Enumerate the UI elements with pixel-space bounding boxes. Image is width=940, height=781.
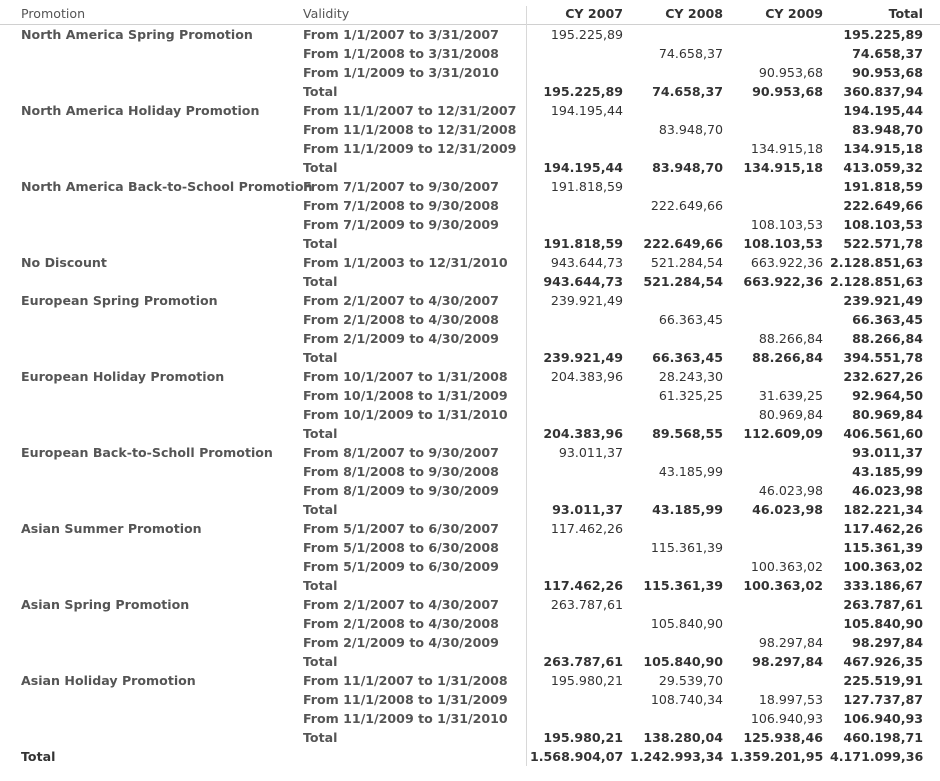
- cy2008-cell: [630, 177, 723, 196]
- validity-cell: Total: [303, 350, 338, 365]
- cy2007-cell: [530, 215, 623, 234]
- promotion-cell: [21, 310, 291, 329]
- table-row[interactable]: [0, 196, 940, 215]
- validity-cell: From 5/1/2008 to 6/30/2008: [303, 540, 499, 555]
- total-cell: 333.186,67: [843, 578, 923, 593]
- validity-cell: From 11/1/2008 to 1/31/2009: [303, 692, 508, 707]
- validity-cell: From 11/1/2009 to 12/31/2009: [303, 141, 517, 156]
- promotion-cell: [21, 329, 291, 348]
- promotion-cell: [21, 462, 291, 481]
- total-cell: 182.221,34: [843, 502, 923, 517]
- total-cell: 127.737,87: [843, 692, 923, 707]
- cy2007-cell: [530, 196, 623, 215]
- cy2009-cell: 88.266,84: [752, 350, 823, 365]
- header-row: [0, 0, 940, 25]
- table-body: [0, 25, 940, 766]
- cy2007-cell: [530, 386, 623, 405]
- validity-cell: From 10/1/2007 to 1/31/2008: [303, 369, 508, 384]
- total-cell: 83.948,70: [852, 122, 923, 137]
- promotion-cell: [21, 234, 291, 253]
- table-row[interactable]: [0, 614, 940, 633]
- cy2007-cell: [530, 481, 623, 500]
- total-cell: 194.195,44: [843, 103, 923, 118]
- cy2007-cell: [530, 310, 623, 329]
- cy2008-cell: [630, 519, 723, 538]
- cy2009-cell: 106.940,93: [750, 711, 823, 726]
- total-cell: 460.198,71: [843, 730, 923, 745]
- cy2007-cell: [530, 405, 623, 424]
- cy2007-cell: [530, 120, 623, 139]
- cy2008-cell: 61.325,25: [658, 388, 723, 403]
- promotion-cell: [21, 424, 291, 443]
- promotion-cell: Asian Holiday Promotion: [21, 673, 196, 688]
- promotion-cell: European Spring Promotion: [21, 293, 218, 308]
- validity-cell: From 7/1/2008 to 9/30/2008: [303, 198, 499, 213]
- cy2007-cell: [530, 709, 623, 728]
- validity-cell: From 8/1/2009 to 9/30/2009: [303, 483, 499, 498]
- validity-cell: From 1/1/2003 to 12/31/2010: [303, 255, 508, 270]
- promotion-cell: European Holiday Promotion: [21, 369, 225, 384]
- validity-cell: From 1/1/2009 to 3/31/2010: [303, 65, 499, 80]
- cy2007-cell: [530, 614, 623, 633]
- cy2007-cell: [530, 557, 623, 576]
- total-cell: 92.964,50: [852, 388, 923, 403]
- table-row[interactable]: [0, 481, 940, 500]
- total-cell: 467.926,35: [843, 654, 923, 669]
- validity-cell: From 1/1/2007 to 3/31/2007: [303, 27, 499, 42]
- column-header-cy2007[interactable]: CY 2007: [565, 6, 623, 21]
- table-row[interactable]: [0, 120, 940, 139]
- cy2009-cell: 112.609,09: [743, 426, 823, 441]
- cy2009-cell: [730, 291, 823, 310]
- table-row[interactable]: [0, 367, 940, 386]
- promotion-cell: Asian Summer Promotion: [21, 521, 202, 536]
- promotion-cell: North America Holiday Promotion: [21, 103, 260, 118]
- promotion-cell: [21, 557, 291, 576]
- cy2007-cell: 1.568.904,07: [530, 749, 624, 764]
- promotion-cell: [21, 386, 291, 405]
- cy2009-cell: 31.639,25: [758, 388, 823, 403]
- table-row[interactable]: [0, 633, 940, 652]
- table-row[interactable]: [0, 63, 940, 82]
- validity-cell: Total: [303, 160, 338, 175]
- column-divider: [526, 6, 527, 766]
- cy2008-cell: 29.539,70: [658, 673, 723, 688]
- cy2009-cell: 663.922,36: [750, 255, 823, 270]
- cy2008-cell: [630, 557, 723, 576]
- cy2007-cell: [530, 690, 623, 709]
- cy2007-cell: 943.644,73: [550, 255, 623, 270]
- validity-cell: From 2/1/2007 to 4/30/2007: [303, 597, 499, 612]
- total-cell: 66.363,45: [852, 312, 923, 327]
- total-cell: 117.462,26: [843, 521, 923, 536]
- cy2007-cell: [530, 633, 623, 652]
- cy2008-cell: [630, 63, 723, 82]
- table-row[interactable]: [0, 405, 940, 424]
- cy2009-cell: 125.938,46: [743, 730, 823, 745]
- promotion-cell: [21, 215, 291, 234]
- total-cell: 239.921,49: [843, 293, 923, 308]
- cy2007-cell: [530, 538, 623, 557]
- cy2009-cell: 90.953,68: [758, 65, 823, 80]
- validity-cell: Total: [303, 578, 338, 593]
- promotion-cell: [21, 500, 291, 519]
- cy2009-cell: [730, 614, 823, 633]
- table-row[interactable]: [0, 215, 940, 234]
- table-row[interactable]: [0, 253, 940, 272]
- validity-cell: Total: [303, 426, 338, 441]
- total-cell: 108.103,53: [843, 217, 923, 232]
- total-cell: 522.571,78: [843, 236, 923, 251]
- total-cell: 2.128.851,63: [830, 274, 924, 289]
- subtotal-row[interactable]: [0, 348, 940, 367]
- cy2008-cell: 105.840,90: [643, 654, 723, 669]
- cy2008-cell: 83.948,70: [652, 160, 723, 175]
- total-cell: 195.225,89: [843, 27, 923, 42]
- promotion-cell: [21, 63, 291, 82]
- total-cell: 93.011,37: [852, 445, 923, 460]
- promotion-cell: [21, 405, 291, 424]
- cy2008-cell: 89.568,55: [652, 426, 723, 441]
- promotion-cell: North America Back-to-School Promotion: [21, 179, 313, 194]
- validity-cell: [303, 747, 513, 766]
- table-row[interactable]: [0, 709, 940, 728]
- cy2007-cell: 195.225,89: [550, 27, 623, 42]
- validity-cell: From 8/1/2007 to 9/30/2007: [303, 445, 499, 460]
- cy2007-cell: 195.980,21: [543, 730, 623, 745]
- subtotal-row[interactable]: [0, 747, 940, 766]
- cy2008-cell: [630, 329, 723, 348]
- cy2009-cell: [730, 462, 823, 481]
- cy2009-cell: [730, 310, 823, 329]
- table-row[interactable]: [0, 101, 940, 120]
- total-cell: 191.818,59: [843, 179, 923, 194]
- subtotal-row[interactable]: [0, 652, 940, 671]
- total-cell: 90.953,68: [852, 65, 923, 80]
- cy2009-cell: [730, 177, 823, 196]
- promotion-cell: [21, 120, 291, 139]
- cy2009-cell: 88.266,84: [758, 331, 823, 346]
- promotion-cell: [21, 576, 291, 595]
- cy2007-cell: 191.818,59: [543, 236, 623, 251]
- validity-cell: From 11/1/2009 to 1/31/2010: [303, 711, 508, 726]
- cy2009-cell: [730, 101, 823, 120]
- total-cell: 98.297,84: [852, 635, 923, 650]
- cy2009-cell: [730, 120, 823, 139]
- cy2007-cell: 93.011,37: [552, 502, 623, 517]
- cy2008-cell: 138.280,04: [643, 730, 723, 745]
- total-cell: 406.561,60: [843, 426, 923, 441]
- table-row[interactable]: [0, 291, 940, 310]
- cy2009-cell: 98.297,84: [752, 654, 823, 669]
- validity-cell: From 10/1/2009 to 1/31/2010: [303, 407, 508, 422]
- cy2009-cell: 80.969,84: [758, 407, 823, 422]
- total-cell: 74.658,37: [852, 46, 923, 61]
- table-row[interactable]: [0, 139, 940, 158]
- validity-cell: From 2/1/2009 to 4/30/2009: [303, 635, 499, 650]
- total-cell: 115.361,39: [843, 540, 923, 555]
- cy2008-cell: 83.948,70: [658, 122, 723, 137]
- table-row[interactable]: [0, 519, 940, 538]
- cy2008-cell: [630, 481, 723, 500]
- table-row[interactable]: [0, 462, 940, 481]
- total-cell: 222.649,66: [843, 198, 923, 213]
- cy2009-cell: 663.922,36: [743, 274, 823, 289]
- validity-cell: From 10/1/2008 to 1/31/2009: [303, 388, 508, 403]
- cy2008-cell: 108.740,34: [650, 692, 723, 707]
- cy2009-cell: [730, 367, 823, 386]
- cy2008-cell: [630, 405, 723, 424]
- promotion-cell: No Discount: [21, 255, 107, 270]
- cy2008-cell: 521.284,54: [643, 274, 723, 289]
- column-header-validity[interactable]: Validity: [303, 6, 350, 21]
- promotion-cell: [21, 728, 291, 747]
- validity-cell: From 2/1/2008 to 4/30/2008: [303, 312, 499, 327]
- validity-cell: Total: [303, 274, 338, 289]
- cy2008-cell: [630, 215, 723, 234]
- cy2008-cell: 115.361,39: [643, 578, 723, 593]
- cy2009-cell: [730, 519, 823, 538]
- validity-cell: From 2/1/2009 to 4/30/2009: [303, 331, 499, 346]
- cy2009-cell: 108.103,53: [750, 217, 823, 232]
- table-row[interactable]: [0, 25, 940, 44]
- cy2008-cell: 222.649,66: [643, 236, 723, 251]
- cy2008-cell: 521.284,54: [650, 255, 723, 270]
- cy2008-cell: 43.185,99: [658, 464, 723, 479]
- table-row[interactable]: [0, 595, 940, 614]
- column-header-total[interactable]: Total: [888, 6, 923, 21]
- table-row[interactable]: [0, 557, 940, 576]
- cy2008-cell: 28.243,30: [658, 369, 723, 384]
- promotion-cell: [21, 82, 291, 101]
- promotion-cell: [21, 158, 291, 177]
- validity-cell: Total: [303, 236, 338, 251]
- promotion-cell: North America Spring Promotion: [21, 27, 253, 42]
- promotion-cell: [21, 633, 291, 652]
- total-cell: 106.940,93: [843, 711, 923, 726]
- subtotal-row[interactable]: [0, 500, 940, 519]
- total-cell: 88.266,84: [852, 331, 923, 346]
- table-row[interactable]: [0, 386, 940, 405]
- cy2007-cell: [530, 329, 623, 348]
- validity-cell: From 5/1/2009 to 6/30/2009: [303, 559, 499, 574]
- table-row[interactable]: [0, 310, 940, 329]
- cy2009-cell: 100.363,02: [750, 559, 823, 574]
- cy2007-cell: 195.225,89: [543, 84, 623, 99]
- table-row[interactable]: [0, 443, 940, 462]
- cy2009-cell: [730, 671, 823, 690]
- cy2007-cell: [530, 63, 623, 82]
- promotion-cell: [21, 196, 291, 215]
- cy2007-cell: [530, 462, 623, 481]
- cy2007-cell: 943.644,73: [543, 274, 623, 289]
- total-cell: 80.969,84: [852, 407, 923, 422]
- subtotal-row[interactable]: [0, 424, 940, 443]
- cy2009-cell: 100.363,02: [743, 578, 823, 593]
- validity-cell: From 2/1/2008 to 4/30/2008: [303, 616, 499, 631]
- validity-cell: From 11/1/2007 to 12/31/2007: [303, 103, 517, 118]
- cy2008-cell: 43.185,99: [652, 502, 723, 517]
- cy2007-cell: 93.011,37: [558, 445, 623, 460]
- promotion-cell: [21, 538, 291, 557]
- cy2008-cell: [630, 291, 723, 310]
- cy2008-cell: 74.658,37: [652, 84, 723, 99]
- cy2007-cell: 204.383,96: [543, 426, 623, 441]
- cy2007-cell: 263.787,61: [550, 597, 623, 612]
- cy2009-cell: 134.915,18: [743, 160, 823, 175]
- subtotal-row[interactable]: [0, 272, 940, 291]
- cy2008-cell: [630, 595, 723, 614]
- total-cell: 413.059,32: [843, 160, 923, 175]
- cy2007-cell: [530, 44, 623, 63]
- cy2009-cell: 134.915,18: [750, 141, 823, 156]
- cy2008-cell: 66.363,45: [652, 350, 723, 365]
- total-cell: 394.551,78: [843, 350, 923, 365]
- cy2009-cell: [730, 443, 823, 462]
- cy2008-cell: 66.363,45: [658, 312, 723, 327]
- total-cell: 232.627,26: [843, 369, 923, 384]
- subtotal-row[interactable]: [0, 728, 940, 747]
- cy2008-cell: 105.840,90: [650, 616, 723, 631]
- cy2009-cell: 46.023,98: [758, 483, 823, 498]
- cy2009-cell: [730, 25, 823, 44]
- cy2008-cell: 115.361,39: [650, 540, 723, 555]
- promotion-cell: [21, 709, 291, 728]
- cy2007-cell: 204.383,96: [550, 369, 623, 384]
- validity-cell: From 11/1/2007 to 1/31/2008: [303, 673, 508, 688]
- cy2008-cell: [630, 443, 723, 462]
- cy2009-cell: [730, 538, 823, 557]
- validity-cell: From 2/1/2007 to 4/30/2007: [303, 293, 499, 308]
- table-row[interactable]: [0, 671, 940, 690]
- validity-cell: From 7/1/2007 to 9/30/2007: [303, 179, 499, 194]
- promotion-cell: [21, 348, 291, 367]
- cy2007-cell: 194.195,44: [550, 103, 623, 118]
- promotion-cell: [21, 614, 291, 633]
- total-cell: 105.840,90: [843, 616, 923, 631]
- subtotal-row[interactable]: [0, 576, 940, 595]
- cy2008-cell: [630, 139, 723, 158]
- cy2008-cell: 1.242.993,34: [630, 749, 724, 764]
- promotion-cell: European Back-to-Scholl Promotion: [21, 445, 273, 460]
- cy2008-cell: [630, 633, 723, 652]
- total-cell: 225.519,91: [843, 673, 923, 688]
- promotion-cell: [21, 690, 291, 709]
- cy2007-cell: 117.462,26: [550, 521, 623, 536]
- total-cell: 2.128.851,63: [830, 255, 924, 270]
- cy2009-cell: 1.359.201,95: [730, 749, 824, 764]
- cy2007-cell: 263.787,61: [543, 654, 623, 669]
- total-cell: 46.023,98: [852, 483, 923, 498]
- cy2009-cell: 18.997,53: [758, 692, 823, 707]
- column-header-cy2009[interactable]: CY 2009: [765, 6, 823, 21]
- validity-cell: From 5/1/2007 to 6/30/2007: [303, 521, 499, 536]
- validity-cell: Total: [303, 502, 338, 517]
- column-header-cy2008[interactable]: CY 2008: [665, 6, 723, 21]
- cy2009-cell: 90.953,68: [752, 84, 823, 99]
- table-row[interactable]: [0, 538, 940, 557]
- table-row[interactable]: [0, 690, 940, 709]
- subtotal-row[interactable]: [0, 234, 940, 253]
- cy2007-cell: [530, 139, 623, 158]
- validity-cell: From 7/1/2009 to 9/30/2009: [303, 217, 499, 232]
- cy2008-cell: [630, 709, 723, 728]
- total-cell: 100.363,02: [843, 559, 923, 574]
- cy2007-cell: 117.462,26: [543, 578, 623, 593]
- cy2007-cell: 239.921,49: [550, 293, 623, 308]
- validity-cell: Total: [303, 654, 338, 669]
- promotion-cell: [21, 44, 291, 63]
- promotion-cell: Total: [21, 749, 56, 764]
- cy2009-cell: [730, 595, 823, 614]
- cy2008-cell: [630, 25, 723, 44]
- cy2008-cell: 74.658,37: [658, 46, 723, 61]
- validity-cell: From 1/1/2008 to 3/31/2008: [303, 46, 499, 61]
- cy2009-cell: 108.103,53: [743, 236, 823, 251]
- table-row[interactable]: [0, 44, 940, 63]
- table-row[interactable]: [0, 329, 940, 348]
- cy2007-cell: 194.195,44: [543, 160, 623, 175]
- total-cell: 360.837,94: [843, 84, 923, 99]
- cy2009-cell: [730, 196, 823, 215]
- subtotal-row[interactable]: [0, 82, 940, 101]
- total-cell: 134.915,18: [843, 141, 923, 156]
- cy2007-cell: 195.980,21: [550, 673, 623, 688]
- table-row[interactable]: [0, 177, 940, 196]
- total-cell: 43.185,99: [852, 464, 923, 479]
- validity-cell: Total: [303, 84, 338, 99]
- promotion-cell: Asian Spring Promotion: [21, 597, 190, 612]
- promotion-cell: [21, 272, 291, 291]
- cy2007-cell: 239.921,49: [543, 350, 623, 365]
- cy2008-cell: [630, 101, 723, 120]
- promotion-cell: [21, 481, 291, 500]
- cy2008-cell: 222.649,66: [650, 198, 723, 213]
- promotion-cell: [21, 139, 291, 158]
- cy2007-cell: 191.818,59: [550, 179, 623, 194]
- cy2009-cell: [730, 44, 823, 63]
- total-cell: 4.171.099,36: [830, 749, 924, 764]
- validity-cell: Total: [303, 730, 338, 745]
- cy2009-cell: 98.297,84: [758, 635, 823, 650]
- subtotal-row[interactable]: [0, 158, 940, 177]
- column-header-promotion[interactable]: Promotion: [21, 6, 86, 21]
- validity-cell: From 8/1/2008 to 9/30/2008: [303, 464, 499, 479]
- validity-cell: From 11/1/2008 to 12/31/2008: [303, 122, 517, 137]
- total-cell: 263.787,61: [843, 597, 923, 612]
- cy2009-cell: 46.023,98: [752, 502, 823, 517]
- promotion-cell: [21, 652, 291, 671]
